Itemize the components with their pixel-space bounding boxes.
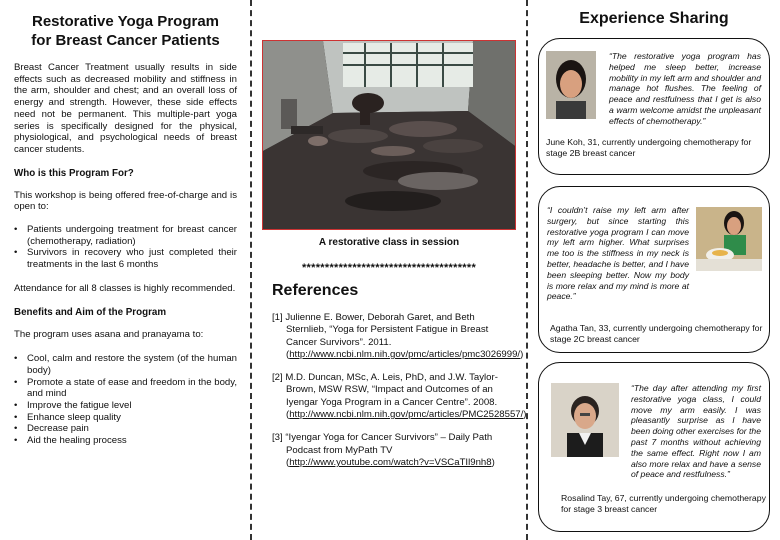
list-item: • Promote a state of ease and freedom in the body, and mind [14, 377, 237, 400]
portrait-illustration [546, 51, 596, 119]
yoga-class-photo-illustration [263, 41, 515, 229]
middle-column [252, 0, 527, 540]
who-text: This workshop is being offered free-of-charge and is open to: [14, 189, 237, 213]
testimonial-card [538, 362, 770, 532]
testimonial-quote: “The day after attending my first restorative yoga class, I could move my arm easily. I was pleasantly surprise as I have been doing other exercises for the past 7 months without achieving the same effect. Right now I am also more relax and have a sense of peace and restfulness.” [631, 383, 761, 480]
portrait-illustration [551, 383, 619, 457]
list-item: • Improve the fatigue level [14, 400, 237, 412]
separator-stars: ************************************** [301, 262, 477, 274]
intro-paragraph: Breast Cancer Treatment usually results in side effects such as decreased mobility and stiffness in the arm, shoulder and chest; and an overall loss of energy and strength. However, these side effects need not be permanent. This multiple-part yoga series is specifically designed for the physical, physiological, and psychological needs of breast cancer students. [14, 62, 237, 155]
title-line-1: Restorative Yoga Program [31, 13, 219, 30]
reference-text-after: ) [491, 456, 495, 468]
reference-text: “Iyengar Yoga for Cancer Survivors” – Daily Path Podcast from MyPath TV ( [285, 432, 493, 468]
experience-heading: Experience Sharing [579, 10, 729, 27]
list-item: • Cool, calm and restore the system (of the human body) [14, 353, 237, 376]
testimonial-photo-agatha [696, 207, 762, 271]
testimonial-quote: “I couldn’t raise my left arm after surgery, but since starting this restorative yoga program I can move my left arm higher. What surprises me too is the stiffness in my neck is better, headache is better, and I have been sleeping better. Now my body is more relax and my mind is more at peace.” [547, 205, 689, 302]
reference-text-after: ) [523, 409, 527, 421]
reference-number: [2] [272, 372, 283, 384]
reference-text: Julienne E. Bower, Deborah Garet, and Beth Sternlieb, “Yoga for Persistent Fatigue in Breast Cancer Survivors”. 2011. ( [285, 312, 489, 360]
testimonial-photo-june [546, 51, 596, 119]
list-item: • Aid the healing process [14, 435, 237, 447]
reference-link[interactable]: http://www.ncbi.nlm.nih.gov/pmc/articles/pmc3026999/ [289, 348, 521, 360]
photo-caption: A restorative class in session [318, 237, 460, 248]
reference-link[interactable]: http://www.ncbi.nlm.nih.gov/pmc/articles/PMC2528557/ [289, 409, 524, 421]
testimonial-card [538, 186, 770, 353]
testimonial-photo-rosalind [551, 383, 619, 457]
reference-link[interactable]: http://www.youtube.com/watch?v=VSCaTIl9nh8 [289, 456, 492, 468]
portrait-illustration [696, 207, 762, 271]
yoga-class-photo [262, 40, 516, 230]
references-heading: References [272, 282, 359, 299]
reference-item [272, 312, 524, 361]
right-column [528, 0, 780, 540]
testimonial-attribution: June Koh, 31, currently undergoing chemotherapy for stage 2B breast cancer [546, 137, 752, 158]
reference-item [272, 372, 527, 421]
title-line-2: for Breast Cancer Patients [31, 32, 220, 49]
page-title [14, 12, 237, 50]
reference-text-after: ) [520, 348, 524, 360]
who-heading: Who is this Program For? [14, 167, 134, 179]
list-item: • Enhance sleep quality [14, 412, 237, 424]
attendance-note: Attendance for all 8 classes is highly recommended. [14, 282, 236, 294]
reference-text: M.D. Duncan, MSc, A. Leis, PhD, and J.W. Taylor-Brown, MSW RSW, “Impact and Outcomes of an Iyengar Yoga Program in a Cancer Centre”. 2008. ( [285, 372, 498, 421]
left-column [0, 0, 250, 540]
reference-number: [3] [272, 432, 283, 444]
testimonial-quote: “The restorative yoga program has helped me sleep better, increase mobility in my left arm and shoulder and manage hot flushes. The feeling of peace and restfulness that I get is also a warm welcome amidst the unpleasant effects of chemotherapy.” [609, 51, 761, 126]
testimonial-attribution: Agatha Tan, 33, currently undergoing chemotherapy for stage 2C breast cancer [550, 323, 763, 344]
reference-item [272, 432, 516, 469]
reference-number: [1] [272, 312, 283, 323]
benefits-list [14, 353, 237, 447]
list-item: • Patients undergoing treatment for breast cancer (chemotherapy, radiation) [14, 224, 237, 247]
testimonial-attribution: Rosalind Tay, 67, currently undergoing chemotherapy for stage 3 breast cancer [561, 493, 766, 514]
benefits-text: The program uses asana and pranayama to: [14, 328, 204, 340]
list-item: • Decrease pain [14, 423, 237, 435]
list-item: • Survivors in recovery who just completed their treatments in the last 6 months [14, 247, 237, 270]
testimonial-card [538, 38, 770, 175]
benefits-heading: Benefits and Aim of the Program [14, 306, 167, 318]
who-list [14, 224, 237, 271]
